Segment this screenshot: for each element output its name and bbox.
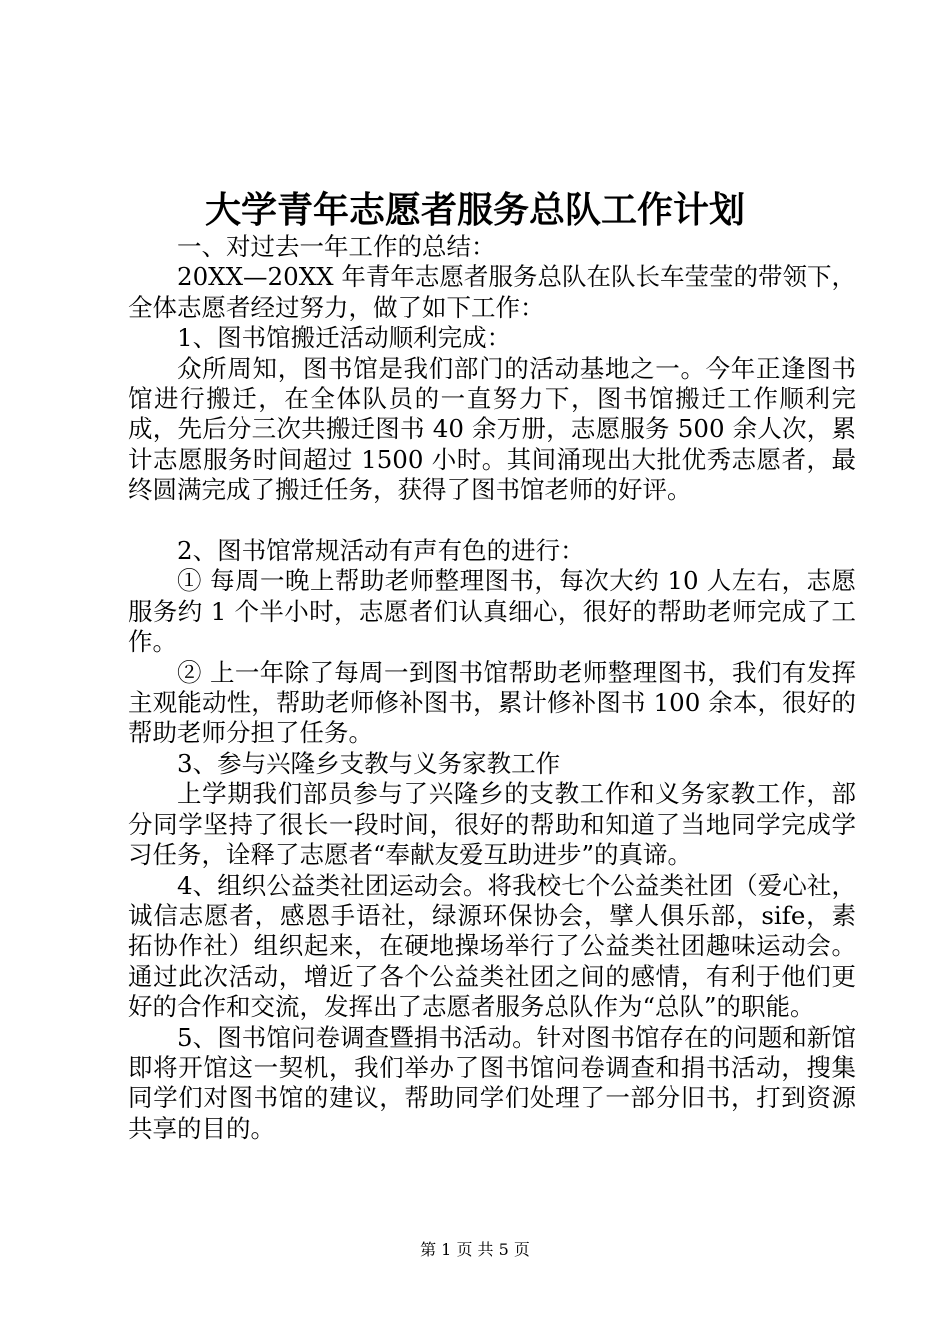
item-heading-2: 2、图书馆常规活动有声有色的进行：	[177, 536, 585, 566]
item-heading-1: 1、图书馆搬迁活动顺利完成：	[177, 323, 512, 353]
item-body-1: 众所周知，图书馆是我们部门的活动基地之一。今年正逢图书馆进行搬迁，在全体队员的一直努力下，图书馆搬迁工作顺利完成，先后分三次共搬迁图书 40 余万册，志愿服务 500 余人次，累计志愿服务时间超过 1500 小时。其间涌现出大批优秀志愿者，最终圆满完成了搬迁任务，获得了图书馆老师的好评。	[128, 353, 856, 505]
intro-paragraph: 20XX—20XX 年青年志愿者服务总队在队长车莹莹的带领下，全体志愿者经过努力，做了如下工作：	[128, 262, 856, 322]
document-body	[128, 232, 856, 1144]
item-body-2a: ① 每周一晚上帮助老师整理图书，每次大约 10 人左右，志愿服务约 1 个半小时，志愿者们认真细心，很好的帮助老师完成了工作。	[128, 566, 856, 657]
item-body-3: 上学期我们部员参与了兴隆乡的支教工作和义务家教工作，部分同学坚持了很长一段时间，很好的帮助和知道了当地同学完成学习任务，诠释了志愿者“奉献友爱互助进步”的真谛。	[128, 779, 856, 870]
page-number-footer: 第 1 页 共 5 页	[420, 1240, 530, 1259]
item-heading-3: 3、参与兴隆乡支教与义务家教工作	[177, 748, 561, 778]
blank-line	[128, 506, 856, 536]
item-body-2b: ② 上一年除了每周一到图书馆帮助老师整理图书，我们有发挥主观能动性，帮助老师修补图书，累计修补图书 100 余本，很好的帮助老师分担了任务。	[128, 657, 856, 748]
item-5: 5、图书馆问卷调查暨捐书活动。针对图书馆存在的问题和新馆即将开馆这一契机，我们举办了图书馆问卷调查和捐书活动，搜集同学们对图书馆的建议，帮助同学们处理了一部分旧书，打到资源共享的目的。	[128, 1022, 856, 1143]
item-4: 4、组织公益类社团运动会。将我校七个公益类社团（爱心社，诚信志愿者，感恩手语社，绿源环保协会，擘人俱乐部，sife，素拓协作社）组织起来，在硬地操场举行了公益类社团趣味运动会。通过此次活动，增近了各个公益类社团之间的感情，有利于他们更好的合作和交流，发挥出了志愿者服务总队作为“总队”的职能。	[128, 870, 856, 1022]
section-heading-summary: 一、对过去一年工作的总结：	[177, 232, 496, 261]
document-title: 大学青年志愿者服务总队工作计划	[204, 189, 745, 231]
